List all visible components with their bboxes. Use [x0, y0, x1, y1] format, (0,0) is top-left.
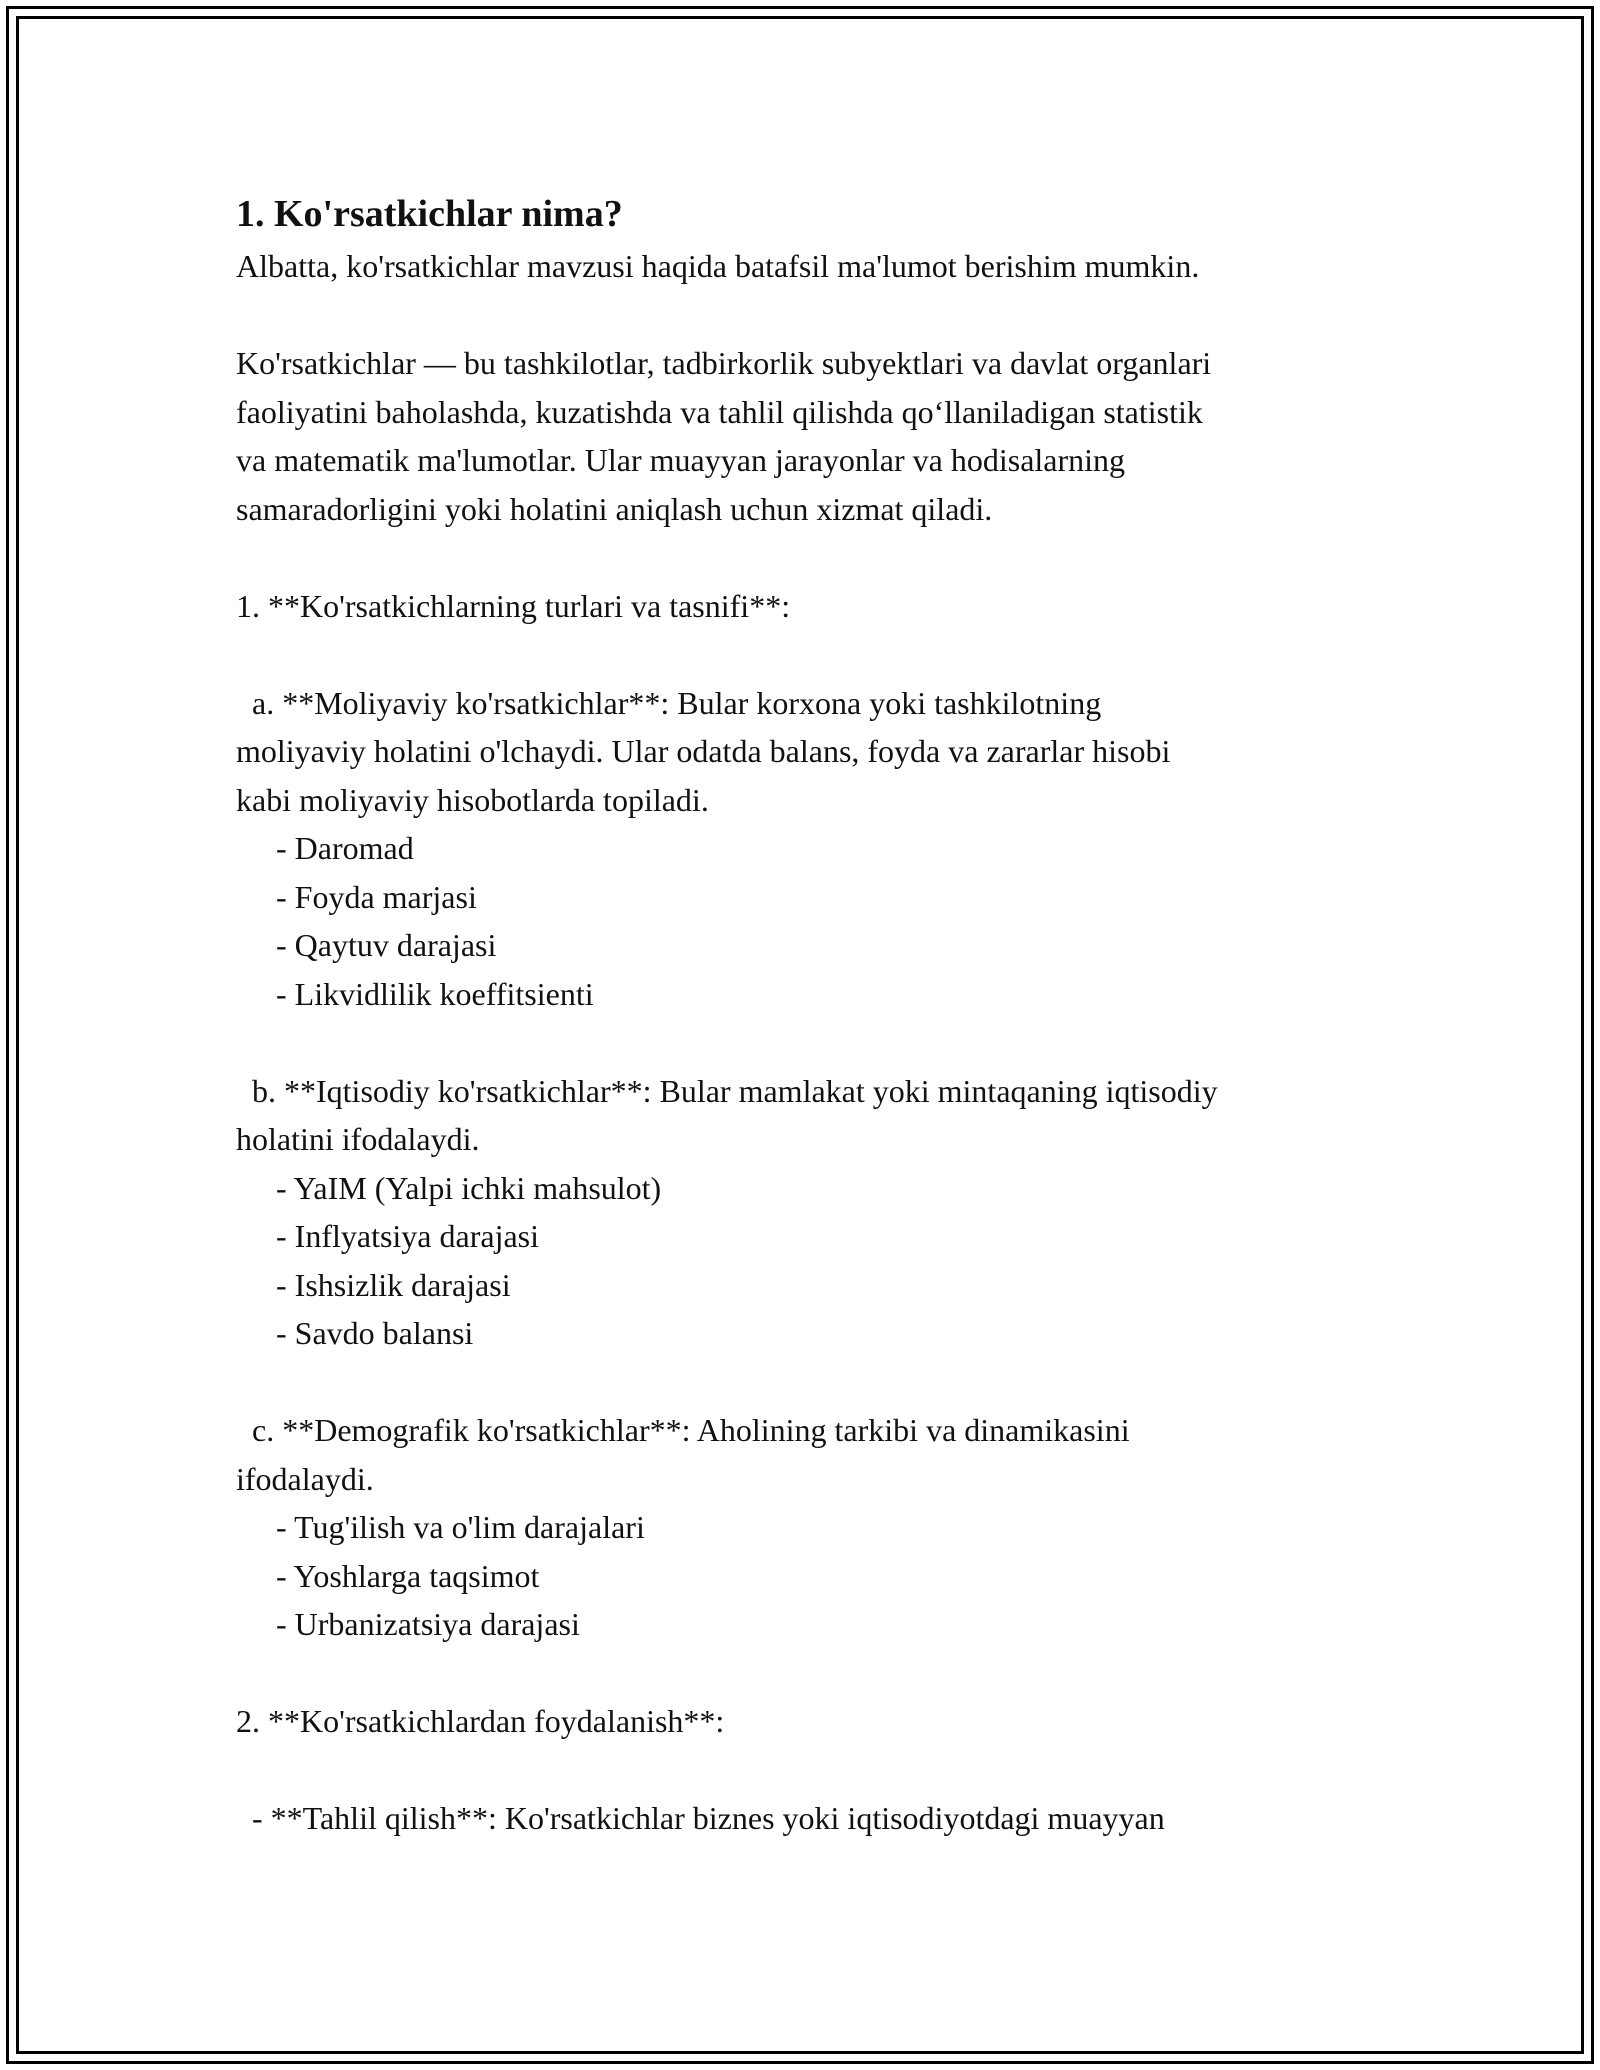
list-item: - Ishsizlik darajasi	[236, 1266, 511, 1303]
intro-paragraph: Albatta, ko'rsatkichlar mavzusi haqida batafsil ma'lumot berishim mumkin.	[236, 248, 1200, 284]
definition-line: faoliyatini baholashda, kuzatishda va tahlil qilishda qo‘llaniladigan statistik	[236, 393, 1203, 430]
blank-line	[236, 630, 1386, 679]
subsection-line: b. **Iqtisodiy ko'rsatkichlar**: Bular mamlakat yoki mintaqaning iqtisodiy	[236, 1072, 1218, 1109]
list-item: - Inflyatsiya darajasi	[236, 1218, 539, 1254]
section-heading-usage: 2. **Ko'rsatkichlardan foydalanish**:	[236, 1703, 725, 1739]
list-item: - YaIM (Yalpi ichki mahsulot)	[236, 1169, 662, 1206]
document-title: 1. Ko'rsatkichlar nima?	[236, 193, 623, 235]
definition-line: Ko'rsatkichlar — bu tashkilotlar, tadbirkorlik subyektlari va davlat organlari	[236, 345, 1212, 381]
subsection-line: holatini ifodalaydi.	[236, 1121, 480, 1157]
blank-line	[236, 1746, 1386, 1795]
blank-line	[236, 291, 1386, 340]
list-item: - Qaytuv darajasi	[236, 927, 497, 963]
subsection-demographic	[236, 1406, 1386, 1649]
document-page	[236, 186, 1386, 1843]
list-item: - Likvidlilik koeffitsienti	[236, 975, 594, 1012]
subsection-line: moliyaviy holatini o'lchaydi. Ular odatda balans, foyda va zararlar hisobi	[236, 733, 1171, 769]
list-item: - Daromad	[236, 830, 414, 866]
list-item: - Yoshlarga taqsimot	[236, 1557, 540, 1594]
definition-line: va matematik ma'lumotlar. Ular muayyan jarayonlar va hodisalarning	[236, 442, 1126, 478]
list-item: - Urbanizatsiya darajasi	[236, 1606, 580, 1642]
blank-line	[236, 1018, 1386, 1067]
subsection-line: c. **Demografik ko'rsatkichlar**: Aholining tarkibi va dinamikasini	[236, 1412, 1130, 1448]
subsection-line: ifodalaydi.	[236, 1460, 374, 1497]
section-heading-types: 1. **Ko'rsatkichlarning turlari va tasnifi**:	[236, 587, 791, 624]
definition-line: samaradorligini yoki holatini aniqlash uchun xizmat qiladi.	[236, 490, 993, 527]
blank-line	[236, 1358, 1386, 1407]
subsection-economic	[236, 1067, 1386, 1358]
list-item: - Tug'ilish va o'lim darajalari	[236, 1509, 645, 1545]
subsection-line: a. **Moliyaviy ko'rsatkichlar**: Bular korxona yoki tashkilotning	[236, 684, 1102, 721]
definition-paragraph	[236, 339, 1386, 533]
list-item: - Foyda marjasi	[236, 878, 477, 915]
list-item: - Savdo balansi	[236, 1315, 474, 1351]
usage-line: - **Tahlil qilish**: Ko'rsatkichlar biznes yoki iqtisodiyotdagi muayyan	[236, 1800, 1165, 1836]
subsection-financial	[236, 679, 1386, 1019]
blank-line	[236, 1649, 1386, 1698]
subsection-line: kabi moliyaviy hisobotlarda topiladi.	[236, 781, 709, 818]
blank-line	[236, 533, 1386, 582]
